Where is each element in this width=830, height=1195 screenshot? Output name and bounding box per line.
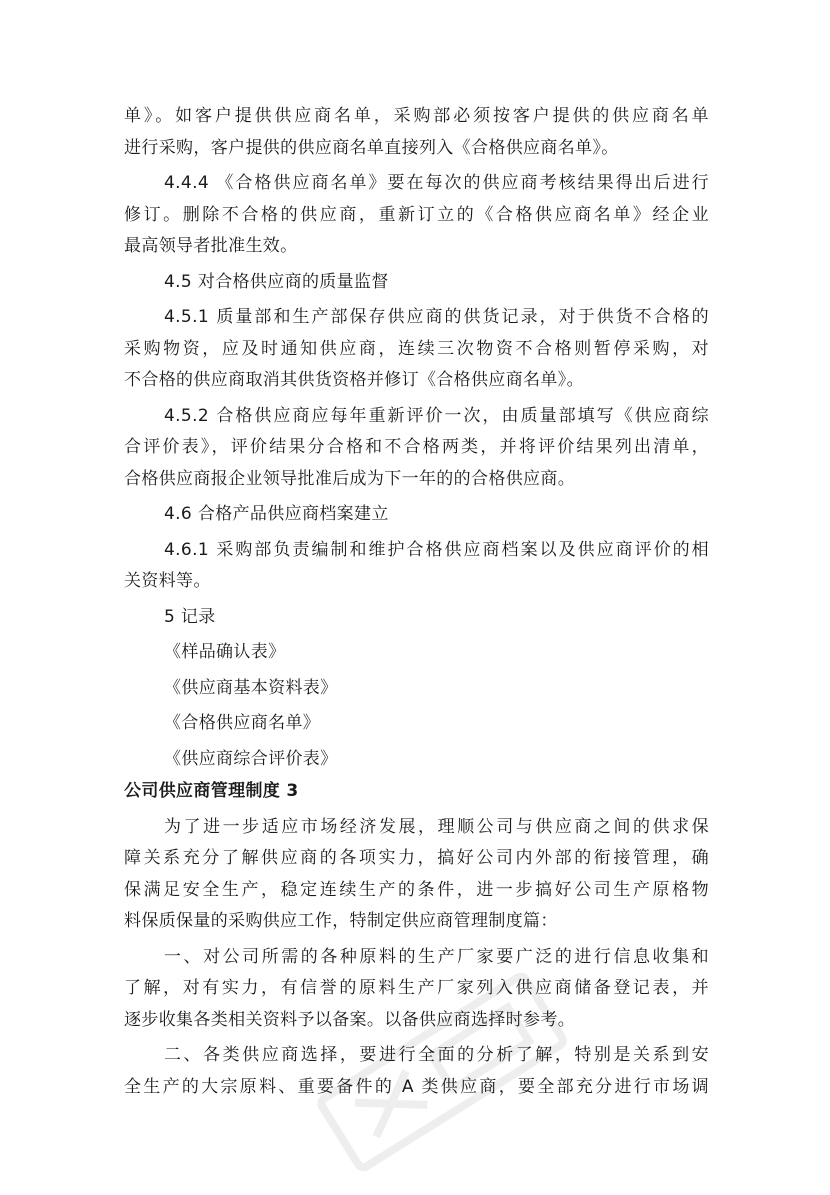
paragraph-4-5-2 xyxy=(124,401,709,496)
text-line: 4.4.4 《合格供应商名单》要在每次的供应商考核结果得出后进行 xyxy=(164,173,709,193)
text-line: 保满足安全生产，稳定连续生产的条件，进一步搞好公司生产原格物 xyxy=(124,879,709,900)
text-line: 4.5.1 质量部和生产部保存供应商的供货记录，对于供货不合格的 xyxy=(164,307,709,327)
heading-4-5 xyxy=(124,267,709,299)
paragraph-4-6-1 xyxy=(124,535,709,598)
paragraph-4-4-4 xyxy=(124,168,709,263)
text-line: 《合格供应商名单》 xyxy=(164,713,321,733)
record-item xyxy=(124,744,709,776)
paragraph-4-5-1 xyxy=(124,302,709,397)
text-line: 进行采购，客户提供的供应商名单直接列入《合格供应商名单》。 xyxy=(124,137,619,158)
record-item xyxy=(124,637,709,669)
text-line: 一、对公司所需的各种原料的生产厂家要广泛的进行信息收集和 xyxy=(164,946,709,967)
section-title-text: 公司供应商管理制度 3 xyxy=(124,781,299,801)
record-item xyxy=(124,673,709,705)
text-line: 障关系充分了解供应商的各项实力，搞好公司内外部的衔接管理，确 xyxy=(124,848,709,868)
section-title xyxy=(124,776,709,808)
text-line: 最高领导者批准生效。 xyxy=(124,236,298,256)
text-line: 《样品确认表》 xyxy=(164,642,286,662)
text-line: 《供应商综合评价表》 xyxy=(164,748,338,769)
heading-5-records xyxy=(124,602,709,634)
text-line: 二、各类供应商选择，要进行全面的分析了解，特别是关系到安 xyxy=(164,1045,709,1065)
text-line: 4.6 合格产品供应商档案建立 xyxy=(164,504,389,524)
text-line: 不合格的供应商取消其供货资格并修订《合格供应商名单》。 xyxy=(124,370,584,390)
paragraph-item-2 xyxy=(124,1040,709,1103)
text-line: 逐步收集各类相关资料予以备案。以备供应商选择时参考。 xyxy=(124,1009,576,1030)
text-line: 4.5 对合格供应商的质量监督 xyxy=(164,271,389,292)
document-body xyxy=(124,101,709,1103)
text-line: 采购物资，应及时通知供应商，连续三次物资不合格则暂停采购，对 xyxy=(124,338,709,359)
text-line: 4.5.2 合格供应商应每年重新评价一次，由质量部填写《供应商综 xyxy=(164,405,709,426)
text-line: 料保质保量的采购供应工作，特制定供应商管理制度篇： xyxy=(124,911,558,931)
paragraph-item-1 xyxy=(124,942,709,1037)
text-line: 合评价表》，评价结果分合格和不合格两类，并将评价结果列出清单， xyxy=(124,437,709,457)
text-line: 《供应商基本资料表》 xyxy=(164,677,338,698)
record-item xyxy=(124,708,709,740)
heading-4-6 xyxy=(124,499,709,531)
text-line: 了解，对有实力，有信誉的原料生产厂家列入供应商储备登记表，并 xyxy=(124,978,709,998)
text-line: 全生产的大宗原料、重要备件的 A 类供应商，要全部充分进行市场调 xyxy=(124,1076,709,1097)
paragraph-intro xyxy=(124,812,709,938)
text-line: 4.6.1 采购部负责编制和维护合格供应商档案以及供应商评价的相 xyxy=(164,539,709,560)
text-line: 关资料等。 xyxy=(124,571,211,591)
text-line: 5 记录 xyxy=(164,606,216,627)
text-line: 单》。如客户提供供应商名单，采购部必须按客户提供的供应商名单 xyxy=(124,106,709,126)
text-line: 为了进一步适应市场经济发展，理顺公司与供应商之间的供求保 xyxy=(164,816,709,837)
text-line: 修订。删除不合格的供应商，重新订立的《合格供应商名单》经企业 xyxy=(124,204,709,225)
text-line: 合格供应商报企业领导批准后成为下一年的的合格供应商。 xyxy=(124,468,576,489)
paragraph-supplier-list-continued xyxy=(124,101,709,164)
